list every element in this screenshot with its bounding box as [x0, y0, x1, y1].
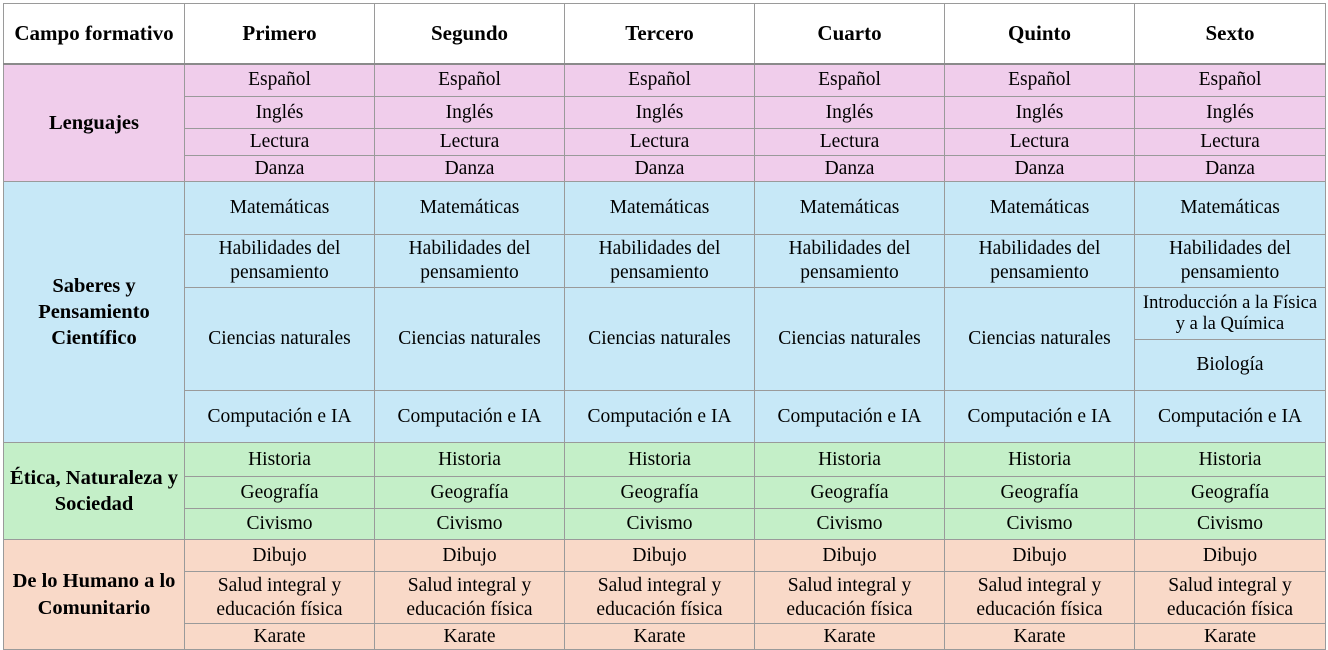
subject-cell: Habilidades del pensamiento [1135, 235, 1326, 288]
table-row [4, 97, 1326, 129]
table-row [4, 182, 1326, 235]
subject-cell: Karate [755, 624, 945, 650]
subject-cell: Lectura [375, 129, 565, 156]
subject-cell: Matemáticas [1135, 182, 1326, 235]
table-row [4, 64, 1326, 97]
subject-cell: Civismo [1135, 509, 1326, 540]
subject-cell: Karate [375, 624, 565, 650]
subject-cell: Geografía [375, 477, 565, 509]
field-saberes: Saberes y Pensamiento Científico [4, 182, 185, 443]
subject-cell: Salud integral y educación física [945, 572, 1135, 624]
subject-cell: Ciencias naturales [755, 288, 945, 391]
table-row [4, 288, 1326, 340]
table-row [4, 572, 1326, 624]
subject-cell: Danza [185, 156, 375, 182]
group-saberes [4, 182, 1326, 443]
subject-cell: Habilidades del pensamiento [565, 235, 755, 288]
subject-cell: Dibujo [565, 540, 755, 572]
table-row [4, 540, 1326, 572]
subject-cell: Lectura [755, 129, 945, 156]
header-grade-2: Segundo [375, 4, 565, 64]
subject-cell: Computación e IA [565, 391, 755, 443]
subject-cell: Matemáticas [375, 182, 565, 235]
subject-cell: Matemáticas [945, 182, 1135, 235]
header-grade-4: Cuarto [755, 4, 945, 64]
subject-cell: Dibujo [1135, 540, 1326, 572]
subject-cell: Lectura [185, 129, 375, 156]
table-row [4, 509, 1326, 540]
subject-cell: Karate [945, 624, 1135, 650]
table-row [4, 235, 1326, 288]
subject-cell: Salud integral y educación física [375, 572, 565, 624]
header-field-label: Campo formativo [4, 4, 185, 64]
header-row [4, 4, 1326, 64]
subject-cell: Historia [1135, 443, 1326, 477]
subject-cell: Habilidades del pensamiento [755, 235, 945, 288]
subject-cell: Español [755, 64, 945, 97]
subject-cell: Danza [375, 156, 565, 182]
field-humano: De lo Humano a lo Comunitario [4, 540, 185, 650]
subject-cell: Computación e IA [755, 391, 945, 443]
subject-cell: Lectura [1135, 129, 1326, 156]
subject-cell: Civismo [565, 509, 755, 540]
subject-cell: Danza [945, 156, 1135, 182]
subject-cell: Español [375, 64, 565, 97]
subject-cell: Español [945, 64, 1135, 97]
subject-cell: Salud integral y educación física [1135, 572, 1326, 624]
subject-cell: Computación e IA [945, 391, 1135, 443]
subject-cell: Inglés [945, 97, 1135, 129]
subject-cell: Biología [1135, 340, 1326, 391]
subject-cell: Geografía [185, 477, 375, 509]
subject-cell: Geografía [755, 477, 945, 509]
group-humano [4, 540, 1326, 650]
subject-cell: Inglés [1135, 97, 1326, 129]
subject-cell: Introducción a la Física y a la Química [1135, 288, 1326, 340]
subject-cell: Danza [1135, 156, 1326, 182]
subject-cell: Lectura [565, 129, 755, 156]
subject-cell: Español [185, 64, 375, 97]
subject-cell: Dibujo [185, 540, 375, 572]
subject-cell: Inglés [185, 97, 375, 129]
subject-cell: Matemáticas [755, 182, 945, 235]
subject-cell: Historia [945, 443, 1135, 477]
subject-cell: Karate [565, 624, 755, 650]
subject-cell: Español [1135, 64, 1326, 97]
subject-cell: Karate [185, 624, 375, 650]
subject-cell: Karate [1135, 624, 1326, 650]
subject-cell: Ciencias naturales [375, 288, 565, 391]
subject-cell: Ciencias naturales [945, 288, 1135, 391]
subject-cell: Lectura [945, 129, 1135, 156]
subject-cell: Matemáticas [185, 182, 375, 235]
subject-cell: Geografía [1135, 477, 1326, 509]
subject-cell: Historia [755, 443, 945, 477]
subject-cell: Civismo [755, 509, 945, 540]
subject-cell: Civismo [945, 509, 1135, 540]
subject-cell: Civismo [375, 509, 565, 540]
table-row [4, 156, 1326, 182]
subject-cell: Dibujo [375, 540, 565, 572]
subject-cell: Danza [755, 156, 945, 182]
subject-cell: Salud integral y educación física [755, 572, 945, 624]
subject-cell: Ciencias naturales [185, 288, 375, 391]
subject-cell: Historia [375, 443, 565, 477]
group-lenguajes [4, 64, 1326, 182]
field-lenguajes: Lenguajes [4, 64, 185, 182]
subject-cell: Habilidades del pensamiento [945, 235, 1135, 288]
table-row [4, 477, 1326, 509]
header-grade-1: Primero [185, 4, 375, 64]
subject-cell: Matemáticas [565, 182, 755, 235]
subject-cell: Computación e IA [1135, 391, 1326, 443]
subject-cell: Habilidades del pensamiento [185, 235, 375, 288]
table-row [4, 443, 1326, 477]
table-row [4, 391, 1326, 443]
subject-cell: Salud integral y educación física [565, 572, 755, 624]
subject-cell: Geografía [945, 477, 1135, 509]
subject-cell: Ciencias naturales [565, 288, 755, 391]
header-grade-3: Tercero [565, 4, 755, 64]
table-row [4, 129, 1326, 156]
subject-cell: Historia [565, 443, 755, 477]
subject-cell: Salud integral y educación física [185, 572, 375, 624]
subject-cell: Historia [185, 443, 375, 477]
field-etica: Ética, Naturaleza y Sociedad [4, 443, 185, 540]
subject-cell: Habilidades del pensamiento [375, 235, 565, 288]
curriculum-table [3, 3, 1326, 650]
table-header [4, 4, 1326, 64]
subject-cell: Computación e IA [185, 391, 375, 443]
subject-cell: Inglés [755, 97, 945, 129]
subject-cell: Español [565, 64, 755, 97]
subject-cell: Geografía [565, 477, 755, 509]
subject-cell: Inglés [375, 97, 565, 129]
subject-cell: Civismo [185, 509, 375, 540]
subject-cell: Dibujo [755, 540, 945, 572]
header-grade-6: Sexto [1135, 4, 1326, 64]
subject-cell: Inglés [565, 97, 755, 129]
header-grade-5: Quinto [945, 4, 1135, 64]
group-etica [4, 443, 1326, 540]
subject-cell: Dibujo [945, 540, 1135, 572]
subject-cell: Danza [565, 156, 755, 182]
subject-cell: Computación e IA [375, 391, 565, 443]
